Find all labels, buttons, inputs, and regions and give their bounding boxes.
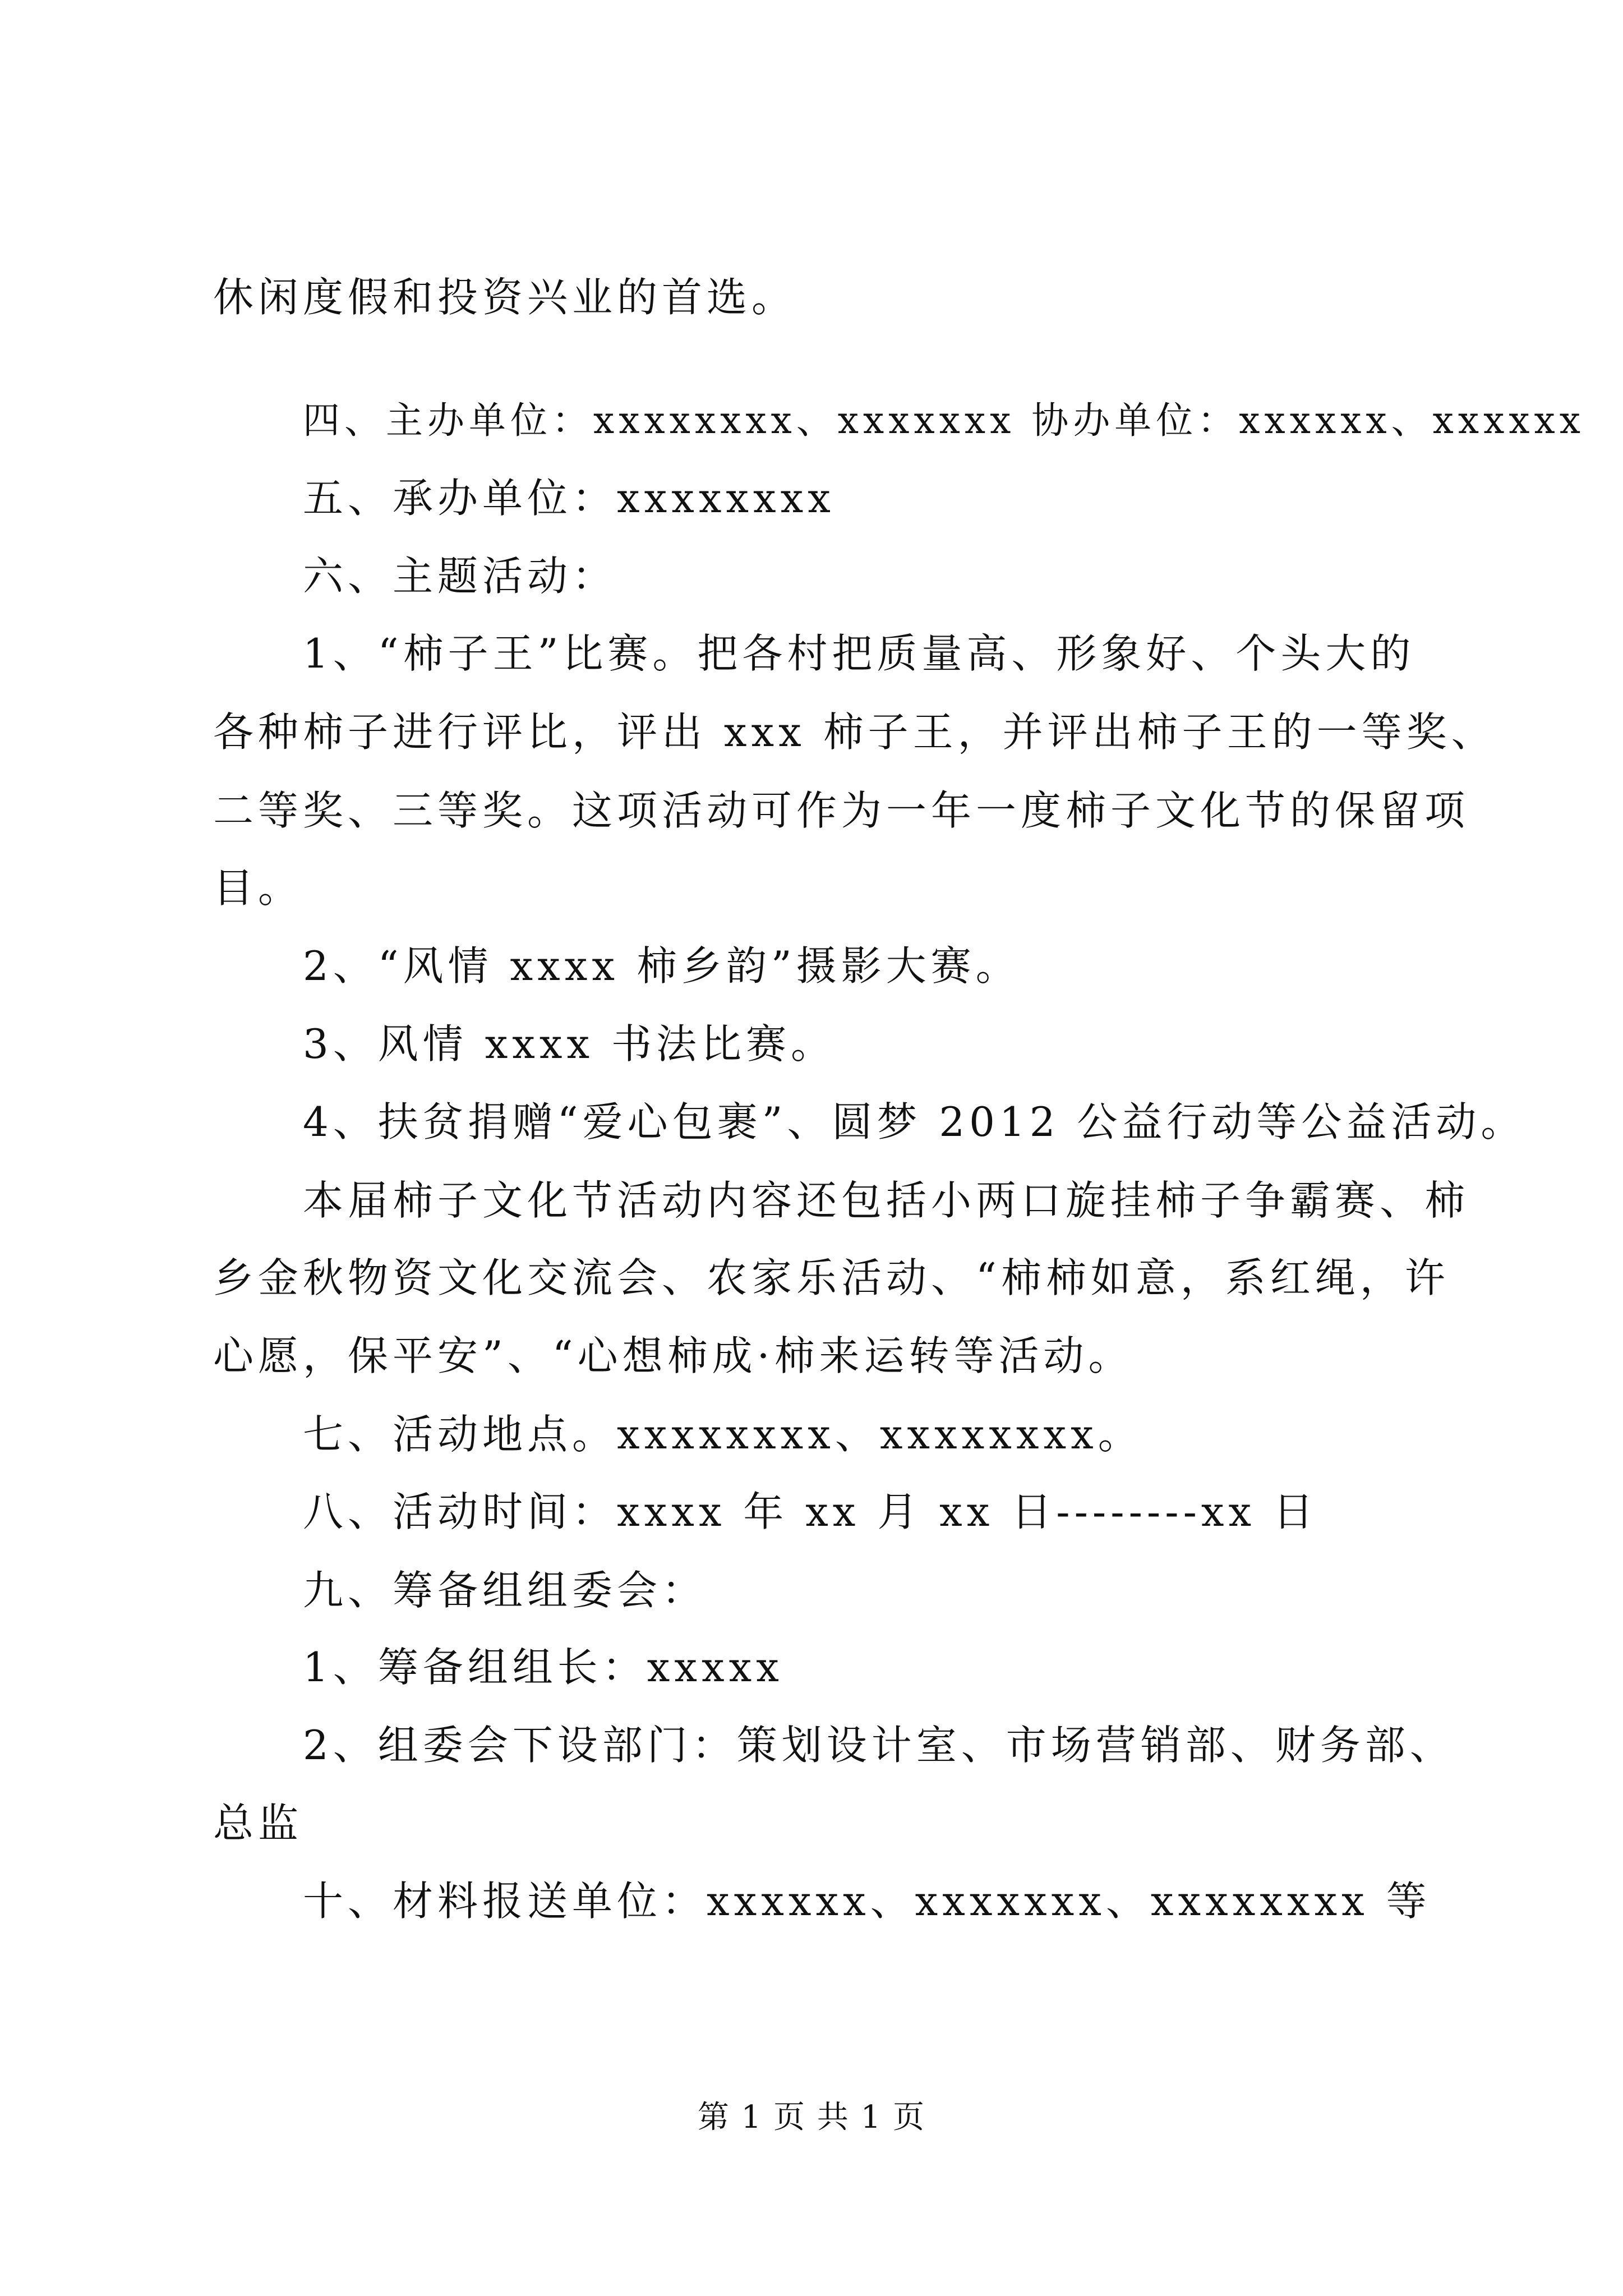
text-line: 4、扶贫捐赠“爱心包裹”、圆梦 2012 公益行动等公益活动。 xyxy=(303,1098,1526,1145)
text-line: 十、材料报送单位：xxxxxx、xxxxxxx、xxxxxxxx 等 xyxy=(303,1878,1431,1925)
text-line: 1、“柿子王”比赛。把各村把质量高、形象好、个头大的 xyxy=(303,630,1415,677)
text-line: 六、主题活动： xyxy=(303,553,617,600)
text-line: 心愿，保平安”、“心想柿成·柿来运转等活动。 xyxy=(213,1332,1133,1379)
text-line: 本届柿子文化节活动内容还包括小两口旋挂柿子争霸赛、柿 xyxy=(303,1177,1470,1224)
text-line: 2、“风情 xxxx 柿乡韵”摄影大赛。 xyxy=(303,942,1021,990)
text-line: 二等奖、三等奖。这项活动可作为一年一度柿子文化节的保留项 xyxy=(213,787,1470,834)
text-line: 各种柿子进行评比，评出 xxx 柿子王，并评出柿子王的一等奖、 xyxy=(213,708,1496,756)
text-line: 总监 xyxy=(213,1800,303,1847)
text-line: 1、筹备组组长：xxxxx xyxy=(303,1644,783,1691)
text-line: 3、风情 xxxx 书法比赛。 xyxy=(303,1020,836,1068)
text-line: 八、活动时间：xxxx 年 xx 月 xx 日--------xx 日 xyxy=(303,1488,1318,1535)
page-footer: 第 1 页 共 1 页 xyxy=(697,2099,926,2136)
text-line: 七、活动地点。xxxxxxxx、xxxxxxxx。 xyxy=(303,1411,1143,1458)
text-line: 目。 xyxy=(213,864,303,912)
text-line: 五、承办单位：xxxxxxxx xyxy=(303,475,835,522)
text-line: 休闲度假和投资兴业的首选。 xyxy=(213,274,797,321)
text-line: 乡金秋物资文化交流会、农家乐活动、“柿柿如意，系红绳，许 xyxy=(213,1254,1450,1301)
text-line: 四、主办单位：xxxxxxxx、xxxxxxx 协办单位：xxxxxx、xxxxxx xyxy=(303,399,1585,442)
text-line: 2、组委会下设部门：策划设计室、市场营销部、财务部、 xyxy=(303,1722,1455,1769)
text-line: 九、筹备组组委会： xyxy=(303,1567,707,1614)
